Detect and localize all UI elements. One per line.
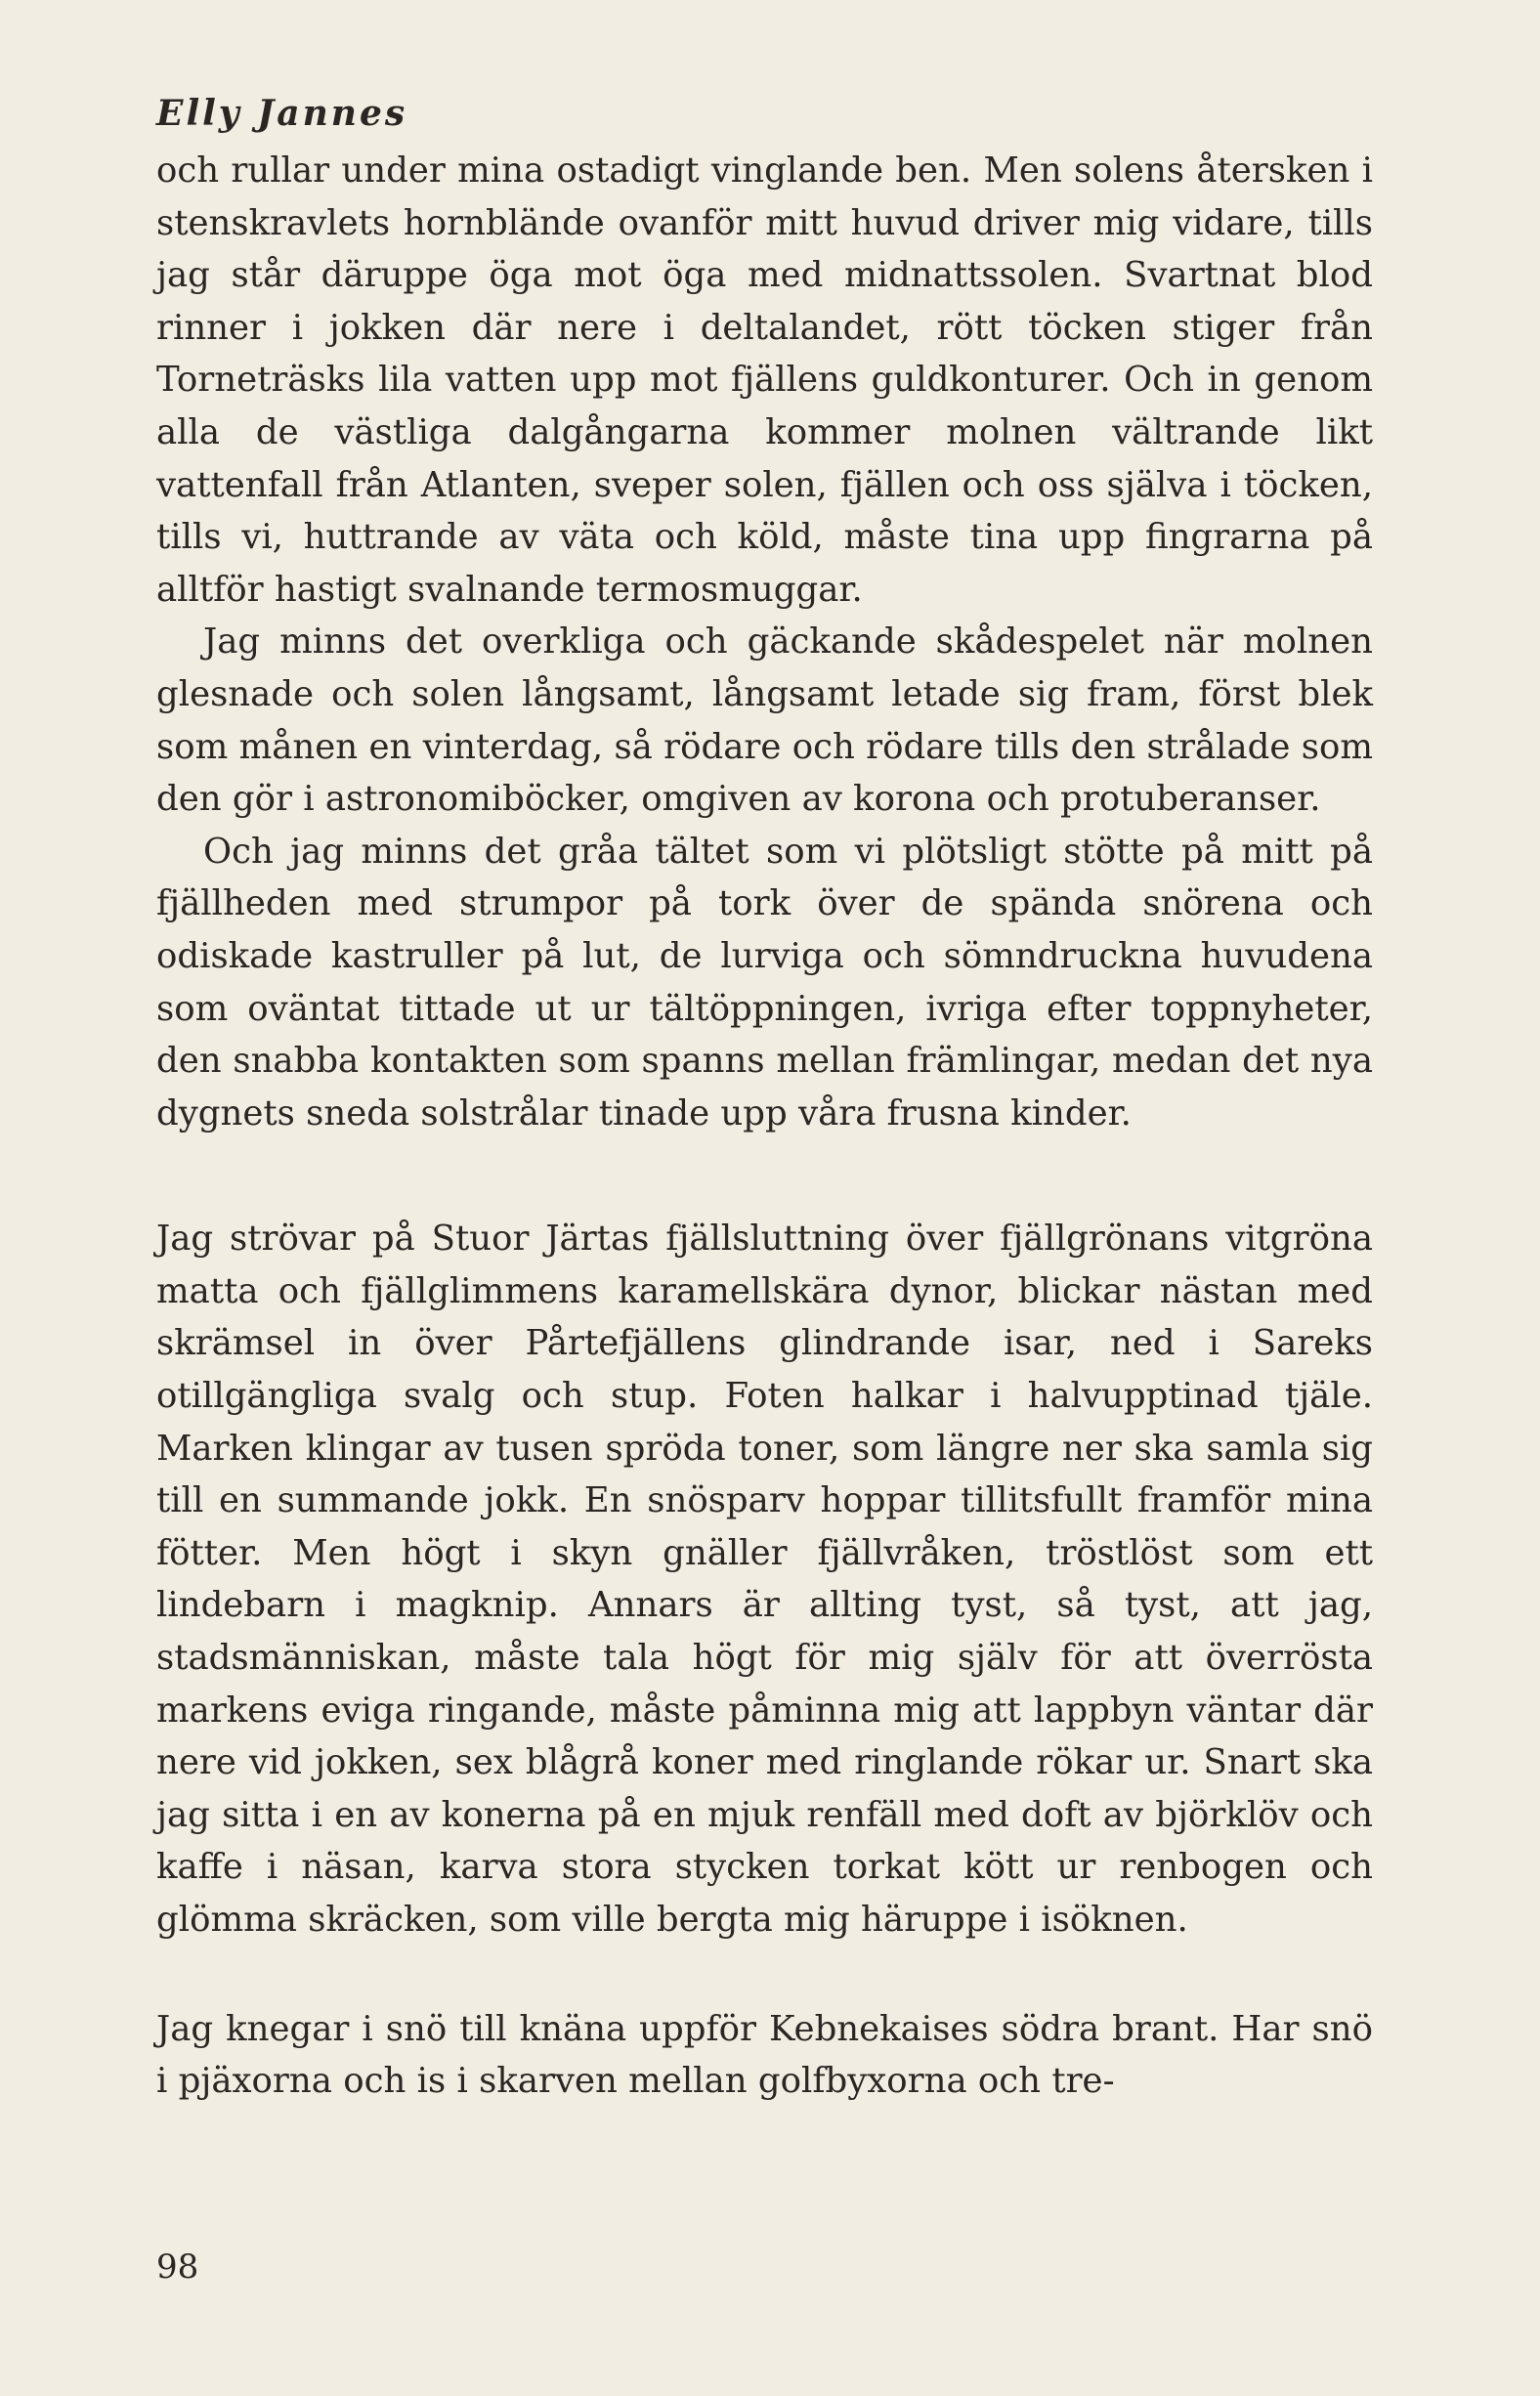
- running-header-author: Elly Jannes: [156, 93, 408, 134]
- paragraph: Jag strövar på Stuor Järtas fjällsluttning över fjällgrönans vitgröna matta och fjällglimmens karamellskära dynor, blickar nästan med skrämsel in över Pårtefjällens glindrande isar, ned i Sareks otillgängliga svalg och stup. Foten halkar i halvupptinad tjäle. Marken klingar av tusen spröda toner, som längre ner ska samla sig till en summande jokk. En snösparv hoppar tillitsfullt framför mina fötter. Men högt i skyn gnäller fjällvråken, tröstlöst som ett lindebarn i magknip. Annars är allting tyst, så tyst, att jag, stadsmänniskan, måste tala högt för mig själv för att överrösta markens eviga ringande, måste påminna mig att lappbyn väntar där nere vid jokken, sex blågrå koner med ringlande rökar ur. Snart ska jag sitta i en av konerna på en mjuk renfäll med doft av björklöv och kaffe i näsan, karva stora stycken torkat kött ur renbogen och glömma skräcken, som ville bergta mig häruppe i isöknen.: [156, 1219, 1373, 1940]
- paragraph: Jag knegar i snö till knäna uppför Kebnekaises södra brant. Har snö i pjäxorna och is i skarven mellan golfbyxorna och tre-: [156, 2008, 1373, 2102]
- body-text: [156, 145, 1373, 2108]
- paragraph: Jag minns det overkliga och gäckande skådespelet när molnen glesnade och solen långsamt, långsamt letade sig fram, först blek som månen en vinterdag, så rödare och rödare tills den strålade som den gör i astronomiböcker, omgiven av korona och protuberanser.: [156, 621, 1373, 820]
- paragraph: och rullar under mina ostadigt vinglande ben. Men solens återsken i stenskravlets hornblände ovanför mitt huvud driver mig vidare, tills jag står däruppe öga mot öga med midnattssolen. Svartnat blod rinner i jokken där nere i deltalandet, rött töcken stiger från Torneträsks lila vatten upp mot fjällens guldkonturer. Och in genom alla de västliga dalgångarna kommer molnen vältrande likt vattenfall från Atlanten, sveper solen, fjällen och oss själva i töcken, tills vi, huttrande av väta och köld, måste tina upp fingrarna på alltför hastigt svalnande termosmuggar.: [156, 150, 1373, 610]
- page-number: 98: [156, 2247, 199, 2287]
- paragraph: Och jag minns det gråa tältet som vi plötsligt stötte på mitt på fjällheden med strumpor på tork över de spända snörena och odiskade kastruller på lut, de lurviga och sömndruckna huvudena som oväntat tittade ut ur tältöppningen, ivriga efter toppnyheter, den snabba kontakten som spanns mellan främlingar, medan det nya dygnets sneda solstrålar tinade upp våra frusna kinder.: [156, 831, 1373, 1134]
